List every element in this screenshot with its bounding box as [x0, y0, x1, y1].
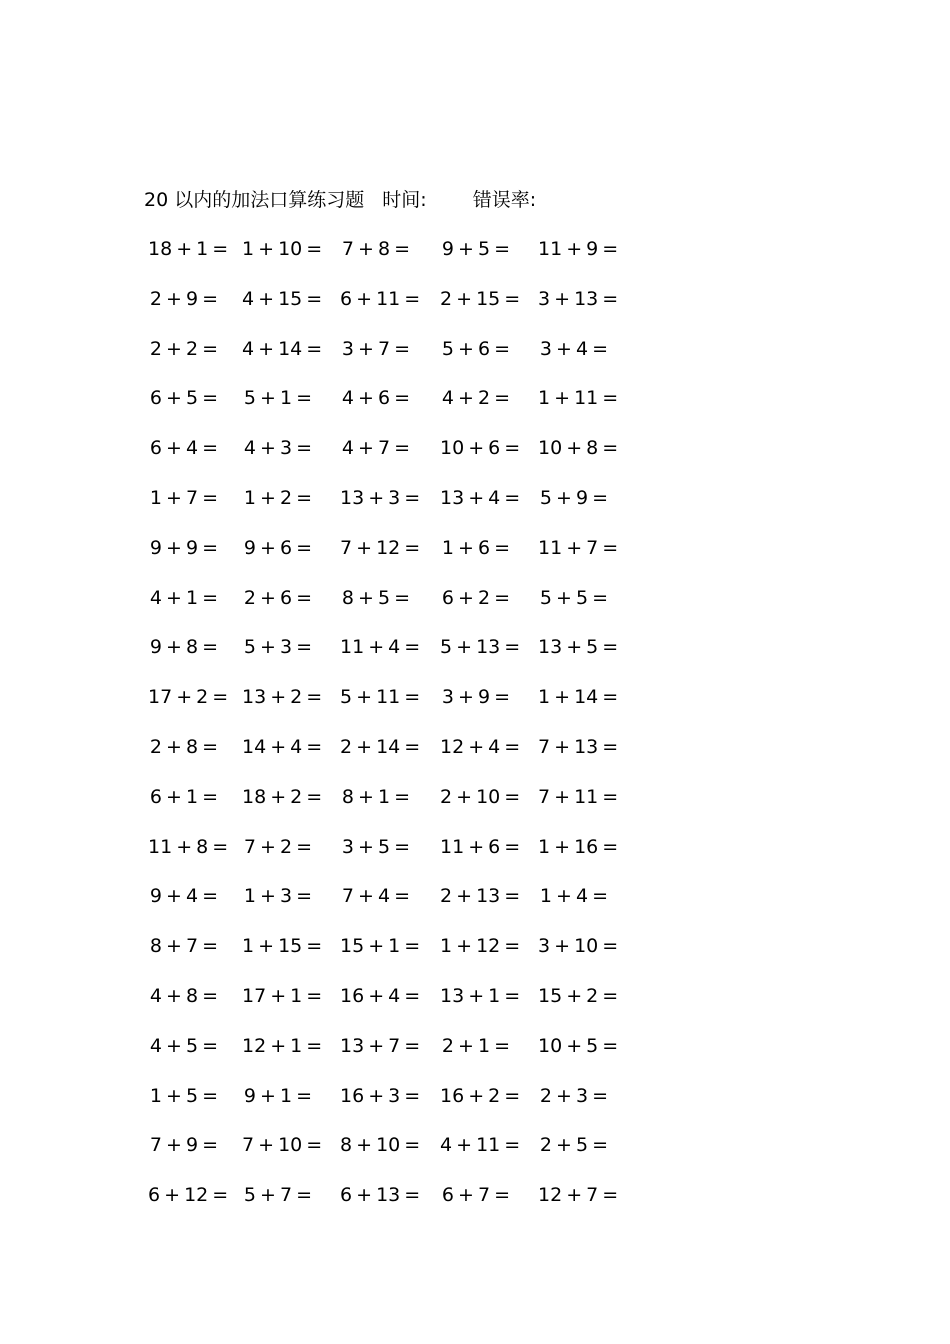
addition-problem: 10 + 8 = [538, 437, 619, 460]
addition-problem: 6 + 7 = [441, 1184, 511, 1207]
problem-row [146, 632, 626, 682]
addition-problem: 2 + 5 = [539, 1134, 609, 1157]
addition-problem: 5 + 7 = [243, 1184, 313, 1207]
addition-problem: 7 + 2 = [243, 835, 313, 858]
addition-problem: 6 + 2 = [441, 586, 511, 609]
addition-problem: 4 + 3 = [243, 437, 313, 460]
addition-problem: 9 + 5 = [441, 238, 511, 260]
addition-problem: 5 + 13 = [440, 636, 521, 659]
addition-problem: 8 + 5 = [341, 586, 411, 609]
problem-row [146, 1081, 626, 1131]
addition-problem: 14 + 4 = [242, 735, 323, 758]
addition-problem: 2 + 9 = [149, 287, 219, 310]
time-label: 时间: [382, 189, 427, 211]
addition-problem: 1 + 7 = [149, 486, 219, 509]
addition-problem: 7 + 10 = [242, 1134, 323, 1157]
addition-problem: 3 + 7 = [341, 337, 411, 360]
addition-problem: 11 + 7 = [538, 536, 619, 559]
addition-problem: 6 + 4 = [149, 437, 219, 460]
addition-problem: 1 + 15 = [242, 935, 323, 958]
addition-problem: 9 + 8 = [149, 636, 219, 659]
addition-problem: 4 + 1 = [149, 586, 219, 609]
addition-problem: 5 + 11 = [340, 686, 421, 709]
problem-row [146, 433, 626, 483]
addition-problem: 4 + 2 = [441, 387, 511, 410]
addition-problem: 2 + 13 = [440, 885, 521, 908]
addition-problem: 1 + 14 = [538, 686, 619, 709]
problem-row [146, 782, 626, 832]
error-rate-label: 错误率: [472, 189, 537, 211]
addition-problem: 13 + 1 = [440, 984, 521, 1007]
addition-problem: 4 + 6 = [341, 387, 411, 410]
addition-problem: 8 + 7 = [149, 935, 219, 958]
problem-row [146, 334, 626, 384]
problem-row [146, 533, 626, 583]
addition-problem: 18 + 1 = [148, 238, 229, 260]
addition-problem: 6 + 1 = [149, 785, 219, 808]
problem-row [146, 881, 626, 931]
problem-row [146, 732, 626, 782]
addition-problem: 11 + 6 = [440, 835, 521, 858]
addition-problem: 3 + 13 = [538, 287, 619, 310]
problem-row [146, 583, 626, 633]
addition-problem: 8 + 1 = [341, 785, 411, 808]
addition-problem: 8 + 10 = [340, 1134, 421, 1157]
addition-problem: 4 + 15 = [242, 287, 323, 310]
addition-problem: 2 + 14 = [340, 735, 421, 758]
addition-problem: 2 + 10 = [440, 785, 521, 808]
addition-problem: 1 + 10 = [242, 238, 323, 260]
addition-problem: 18 + 2 = [242, 785, 323, 808]
addition-problem: 10 + 6 = [440, 437, 521, 460]
addition-problem: 1 + 4 = [539, 885, 609, 908]
addition-problem: 4 + 8 = [149, 984, 219, 1007]
addition-problem: 7 + 11 = [538, 785, 619, 808]
addition-problem: 15 + 1 = [340, 935, 421, 958]
addition-problem: 16 + 3 = [340, 1084, 421, 1107]
addition-problem: 7 + 12 = [340, 536, 421, 559]
problem-row [146, 832, 626, 882]
addition-problem: 7 + 4 = [341, 885, 411, 908]
addition-problem: 9 + 9 = [149, 536, 219, 559]
addition-problem: 12 + 7 = [538, 1184, 619, 1207]
addition-problem: 1 + 2 = [243, 486, 313, 509]
addition-problem: 2 + 8 = [149, 735, 219, 758]
addition-problem: 4 + 11 = [440, 1134, 521, 1157]
addition-problem: 4 + 5 = [149, 1034, 219, 1057]
problem-row [146, 1031, 626, 1081]
addition-problem: 7 + 13 = [538, 735, 619, 758]
addition-problem: 2 + 1 = [441, 1034, 511, 1057]
addition-problem: 16 + 4 = [340, 984, 421, 1007]
addition-problem: 1 + 5 = [149, 1084, 219, 1107]
addition-problem: 13 + 4 = [440, 486, 521, 509]
addition-problem: 6 + 5 = [149, 387, 219, 410]
addition-problem: 6 + 12 = [148, 1184, 229, 1207]
addition-problem: 13 + 5 = [538, 636, 619, 659]
addition-problem: 3 + 10 = [538, 935, 619, 958]
addition-problem: 7 + 9 = [149, 1134, 219, 1157]
addition-problem: 5 + 1 = [243, 387, 313, 410]
addition-problem: 6 + 13 = [340, 1184, 421, 1207]
addition-problem: 3 + 5 = [341, 835, 411, 858]
addition-problem: 13 + 2 = [242, 686, 323, 709]
problem-grid [146, 234, 626, 1230]
addition-problem: 15 + 2 = [538, 984, 619, 1007]
addition-problem: 3 + 4 = [539, 337, 609, 360]
addition-problem: 17 + 2 = [148, 686, 229, 709]
addition-problem: 5 + 5 = [539, 586, 609, 609]
addition-problem: 17 + 1 = [242, 984, 323, 1007]
addition-problem: 12 + 1 = [242, 1034, 323, 1057]
addition-problem: 11 + 4 = [340, 636, 421, 659]
addition-problem: 5 + 6 = [441, 337, 511, 360]
problem-row [146, 931, 626, 981]
addition-problem: 1 + 16 = [538, 835, 619, 858]
problem-row [146, 981, 626, 1031]
addition-problem: 1 + 12 = [440, 935, 521, 958]
problem-row [146, 1130, 626, 1180]
addition-problem: 11 + 9 = [538, 238, 619, 260]
addition-problem: 2 + 15 = [440, 287, 521, 310]
addition-problem: 4 + 7 = [341, 437, 411, 460]
addition-problem: 9 + 4 = [149, 885, 219, 908]
problem-row [146, 682, 626, 732]
addition-problem: 16 + 2 = [440, 1084, 521, 1107]
problem-row [146, 284, 626, 334]
addition-problem: 1 + 11 = [538, 387, 619, 410]
problem-row [146, 1180, 626, 1230]
addition-problem: 3 + 9 = [441, 686, 511, 709]
problem-row [146, 483, 626, 533]
addition-problem: 11 + 8 = [148, 835, 229, 858]
problem-row [146, 383, 626, 433]
addition-problem: 13 + 7 = [340, 1034, 421, 1057]
addition-problem: 2 + 6 = [243, 586, 313, 609]
addition-problem: 12 + 4 = [440, 735, 521, 758]
addition-problem: 7 + 8 = [341, 238, 411, 260]
addition-problem: 9 + 6 = [243, 536, 313, 559]
addition-problem: 2 + 3 = [539, 1084, 609, 1107]
addition-problem: 13 + 3 = [340, 486, 421, 509]
worksheet-header [144, 186, 536, 214]
addition-problem: 6 + 11 = [340, 287, 421, 310]
addition-problem: 1 + 6 = [441, 536, 511, 559]
addition-problem: 5 + 9 = [539, 486, 609, 509]
addition-problem: 9 + 1 = [243, 1084, 313, 1107]
addition-problem: 1 + 3 = [243, 885, 313, 908]
addition-problem: 5 + 3 = [243, 636, 313, 659]
addition-problem: 10 + 5 = [538, 1034, 619, 1057]
worksheet-title: 20 以内的加法口算练习题 [144, 189, 365, 211]
addition-problem: 2 + 2 = [149, 337, 219, 360]
addition-problem: 4 + 14 = [242, 337, 323, 360]
problem-row [146, 234, 626, 284]
